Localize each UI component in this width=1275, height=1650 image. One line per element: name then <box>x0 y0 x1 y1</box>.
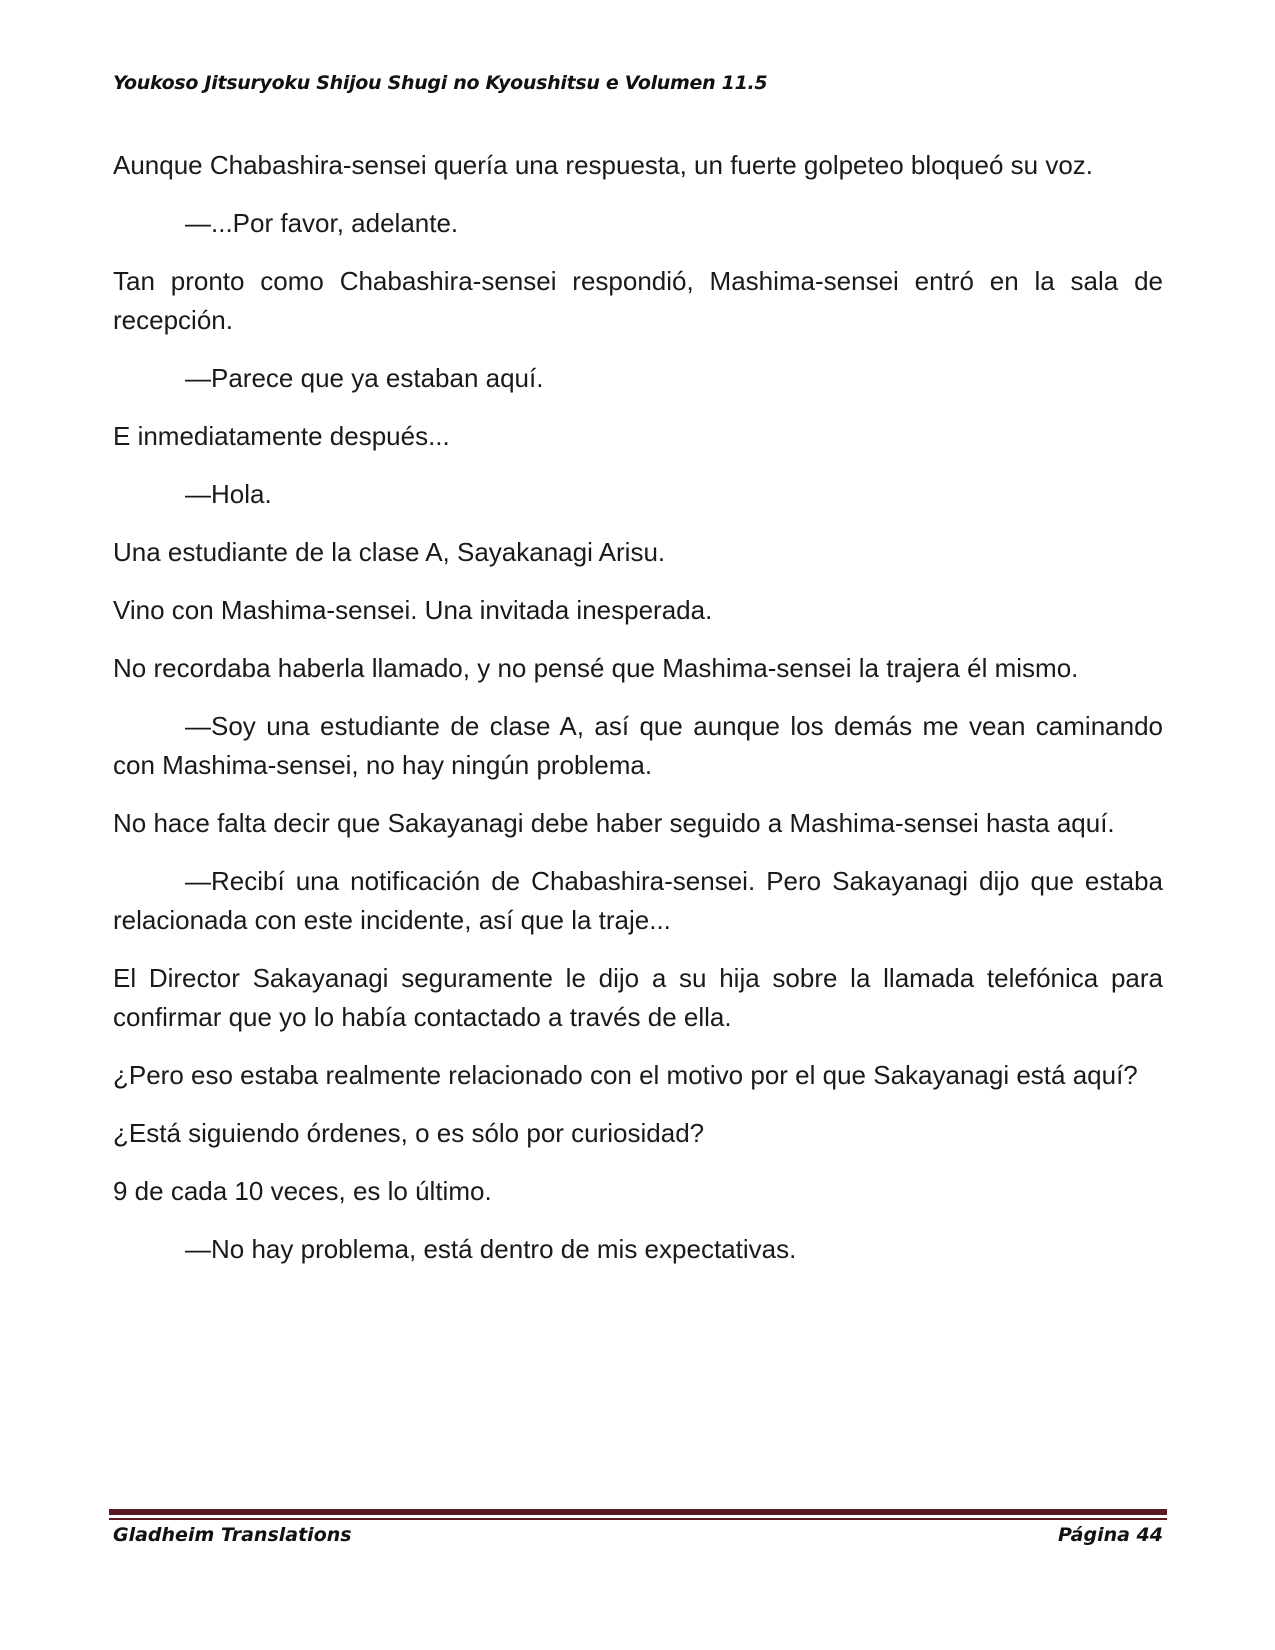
paragraph-narration: 9 de cada 10 veces, es lo último. <box>113 1176 492 1206</box>
paragraph-dialog: —Soy una estudiante de clase A, así que aunque los demás me vean caminando con Mashima-sensei, no hay ningún problema. <box>113 711 1163 780</box>
paragraph-dialog: —No hay problema, está dentro de mis expectativas. <box>185 1234 797 1264</box>
paragraph-narration: ¿Pero eso estaba realmente relacionado con el motivo por el que Sakayanagi está aquí? <box>113 1060 1138 1090</box>
paragraph-narration: Aunque Chabashira-sensei quería una respuesta, un fuerte golpeteo bloqueó su voz. <box>113 150 1094 180</box>
paragraph-narration: E inmediatamente después... <box>113 421 450 451</box>
page-body <box>113 146 1163 1288</box>
paragraph-dialog: —Recibí una notificación de Chabashira-sensei. Pero Sakayanagi dijo que estaba relacionada con este incidente, así que la traje... <box>113 866 1163 935</box>
paragraph-dialog: —...Por favor, adelante. <box>185 208 459 238</box>
footer-divider-thin <box>109 1518 1167 1520</box>
footer-divider-thick <box>109 1509 1167 1515</box>
paragraph-narration: Una estudiante de la clase A, Sayakanagi Arisu. <box>113 537 666 567</box>
paragraph-dialog: —Parece que ya estaban aquí. <box>185 363 544 393</box>
page-header-title: Youkoso Jitsuryoku Shijou Shugi no Kyoushitsu e Volumen 11.5 <box>113 72 768 94</box>
paragraph-narration: Vino con Mashima-sensei. Una invitada inesperada. <box>113 595 713 625</box>
footer-publisher: Gladheim Translations <box>113 1524 352 1546</box>
paragraph-narration: No hace falta decir que Sakayanagi debe haber seguido a Mashima-sensei hasta aquí. <box>113 808 1115 838</box>
paragraph-narration: El Director Sakayanagi seguramente le dijo a su hija sobre la llamada telefónica para confirmar que yo lo había contactado a través de ella. <box>113 963 1163 1032</box>
paragraph-narration: Tan pronto como Chabashira-sensei respondió, Mashima-sensei entró en la sala de recepción. <box>113 266 1163 335</box>
paragraph-narration: ¿Está siguiendo órdenes, o es sólo por curiosidad? <box>113 1118 705 1148</box>
footer-page-number: Página 44 <box>1057 1524 1163 1546</box>
paragraph-dialog: —Hola. <box>185 479 272 509</box>
paragraph-narration: No recordaba haberla llamado, y no pensé que Mashima-sensei la trajera él mismo. <box>113 653 1079 683</box>
